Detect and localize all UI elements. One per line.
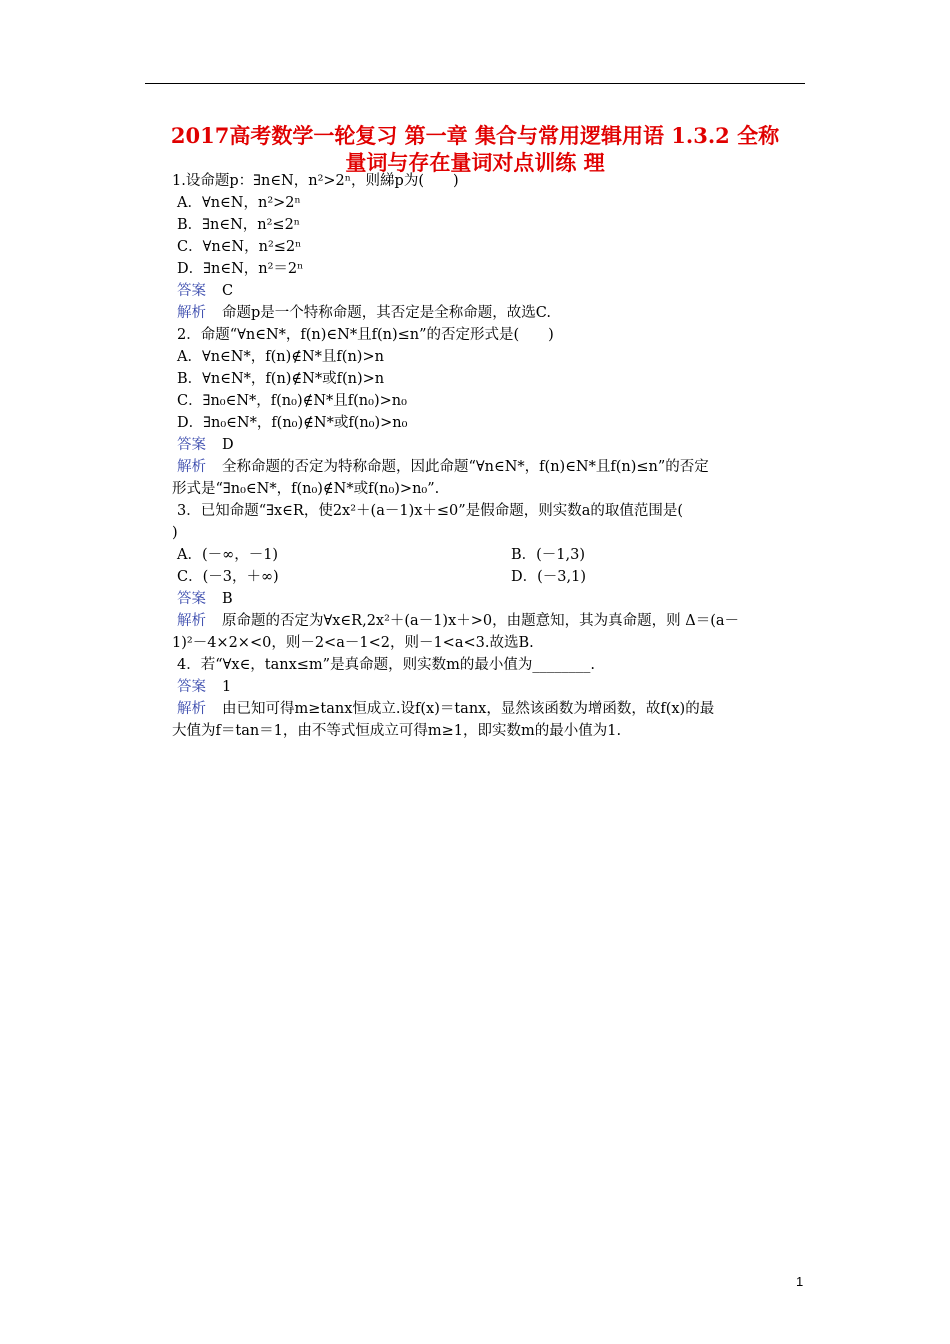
- document-title: [145, 122, 805, 176]
- answer-value: 1: [222, 679, 232, 695]
- answer-label: 答案: [177, 679, 206, 695]
- question-4: [172, 654, 807, 742]
- question-stem: 3．已知命题“∃x∈R，使2x²＋(a－1)x＋≤0”是假命题，则实数a的取值范围是(: [177, 503, 683, 519]
- analysis-label: 解析: [177, 613, 206, 629]
- answer-line: [172, 588, 807, 610]
- option-b: B．∀n∈N*，f(n)∉N*或f(n)>n: [177, 371, 385, 387]
- analysis-label: 解析: [177, 305, 206, 321]
- question-stem: 1.设命题p：∃n∈N，n²>2ⁿ，则綈p为( ): [172, 173, 459, 189]
- answer-line: [172, 280, 807, 302]
- option-b: B．∃n∈N，n²≤2ⁿ: [177, 217, 301, 233]
- analysis-continuation: 形式是“∃n₀∈N*，f(n₀)∉N*或f(n₀)>n₀”.: [172, 481, 440, 497]
- option-d: D．∃n∈N，n²＝2ⁿ: [177, 261, 304, 277]
- analysis-text: 全称命题的否定为特称命题，因此命题“∀n∈N*，f(n)∈N*且f(n)≤n”的否定: [222, 459, 709, 475]
- question-3: [172, 500, 807, 654]
- option-a: A．(－∞，－1): [177, 547, 279, 563]
- analysis-text: 原命题的否定为∀x∈R,2x²＋(a－1)x＋>0，由题意知，其为真命题，则 Δ＝(a－: [222, 613, 740, 629]
- header-rule: [145, 83, 805, 84]
- options-row-1: [172, 544, 807, 566]
- analysis-text: 命题p是一个特称命题，其否定是全称命题，故选C.: [222, 305, 551, 321]
- option-a: A．∀n∈N*，f(n)∉N*且f(n)>n: [177, 349, 384, 365]
- answer-line: [172, 434, 807, 456]
- answer-value: D: [222, 437, 234, 453]
- question-2: [172, 324, 807, 500]
- title-line-2: 量词与存在量词对点训练 理: [345, 150, 605, 175]
- page-number: 1: [796, 1274, 804, 1289]
- option-d: D．∃n₀∈N*，f(n₀)∉N*或f(n₀)>n₀: [177, 415, 408, 431]
- question-stem-continuation: ): [172, 525, 178, 541]
- title-line-1: 2017高考数学一轮复习 第一章 集合与常用逻辑用语 1.3.2 全称: [170, 123, 780, 148]
- question-stem: 4．若“∀x∈，tanx≤m”是真命题，则实数m的最小值为________.: [177, 657, 595, 673]
- document-body: [172, 170, 807, 742]
- option-d: D．(－3,1): [511, 569, 586, 585]
- option-c: C．∀n∈N，n²≤2ⁿ: [177, 239, 302, 255]
- analysis-continuation: 1)²－4×2×<0，则－2<a－1<2，则－1<a<3.故选B.: [172, 635, 534, 651]
- option-a: A．∀n∈N，n²>2ⁿ: [177, 195, 301, 211]
- options-row-2: [172, 566, 807, 588]
- analysis-line: [172, 302, 807, 324]
- answer-line: [172, 676, 807, 698]
- question-1: [172, 170, 807, 324]
- analysis-label: 解析: [177, 701, 206, 717]
- option-b: B．(－1,3): [511, 547, 586, 563]
- analysis-label: 解析: [177, 459, 206, 475]
- analysis-text: 由已知可得m≥tanx恒成立.设f(x)＝tanx，显然该函数为增函数，故f(x)的最: [222, 701, 715, 717]
- analysis-continuation: 大值为f＝tan＝1，由不等式恒成立可得m≥1，即实数m的最小值为1.: [172, 723, 622, 739]
- answer-value: C: [222, 283, 234, 299]
- option-c: C．∃n₀∈N*，f(n₀)∉N*且f(n₀)>n₀: [177, 393, 407, 409]
- analysis-line: [172, 698, 807, 720]
- question-stem: 2．命题“∀n∈N*，f(n)∈N*且f(n)≤n”的否定形式是( ): [177, 327, 554, 343]
- answer-value: B: [222, 591, 233, 607]
- answer-label: 答案: [177, 437, 206, 453]
- option-c: C．(－3，＋∞): [177, 569, 279, 585]
- analysis-line: [172, 456, 807, 478]
- answer-label: 答案: [177, 283, 206, 299]
- analysis-line: [172, 610, 807, 632]
- answer-label: 答案: [177, 591, 206, 607]
